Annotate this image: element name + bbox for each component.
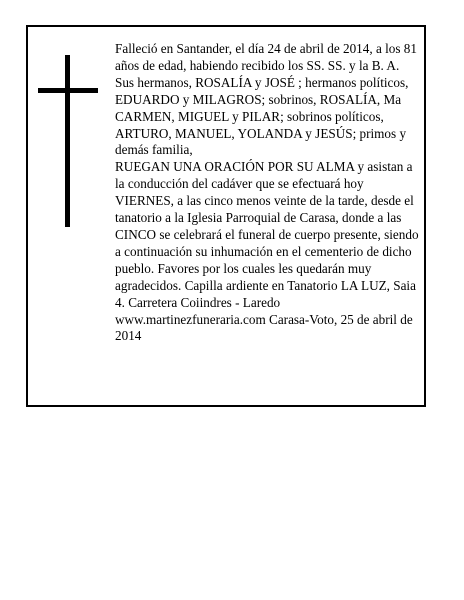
cross-icon (38, 55, 98, 227)
family-list: Sus hermanos, ROSALÍA y JOSÉ ; hermanos políticos, EDUARDO y MILAGROS; sobrinos, ROSALÍA, Ma CARMEN, MIGUEL y PILAR; sobrinos políticos, ARTURO, MANUEL, YOLANDA y JESÚS; primos y demás familia, (115, 74, 409, 158)
obituary-notice (26, 25, 426, 407)
notice-body (115, 41, 420, 345)
death-announcement: Falleció en Santander, el día 24 de abril de 2014, a los 81 años de edad, habiendo recibido los SS. SS. y la B. A. (115, 41, 417, 73)
cross-horizontal-bar (38, 88, 98, 93)
cross-vertical-bar (65, 55, 70, 227)
funeral-details: RUEGAN UNA ORACIÓN POR SU ALMA y asistan a la conducción del cadáver que se efectuará hoy VIERNES, a las cinco menos veinte de la tarde, desde el tanatorio a la Iglesia Parroquial de Carasa, donde a las CINCO se celebrará el funeral de cuerpo presente, siendo a continuación su inhumación en el cementerio de dicho pueblo. Favores por los cuales les quedarán muy agradecidos. Capilla ardiente en Tanatorio LA LUZ, Saia 4. Carretera Coiindres - Laredo www.martinezfuneraria.com Carasa-Voto, 25 de abril de 2014 (115, 159, 419, 344)
